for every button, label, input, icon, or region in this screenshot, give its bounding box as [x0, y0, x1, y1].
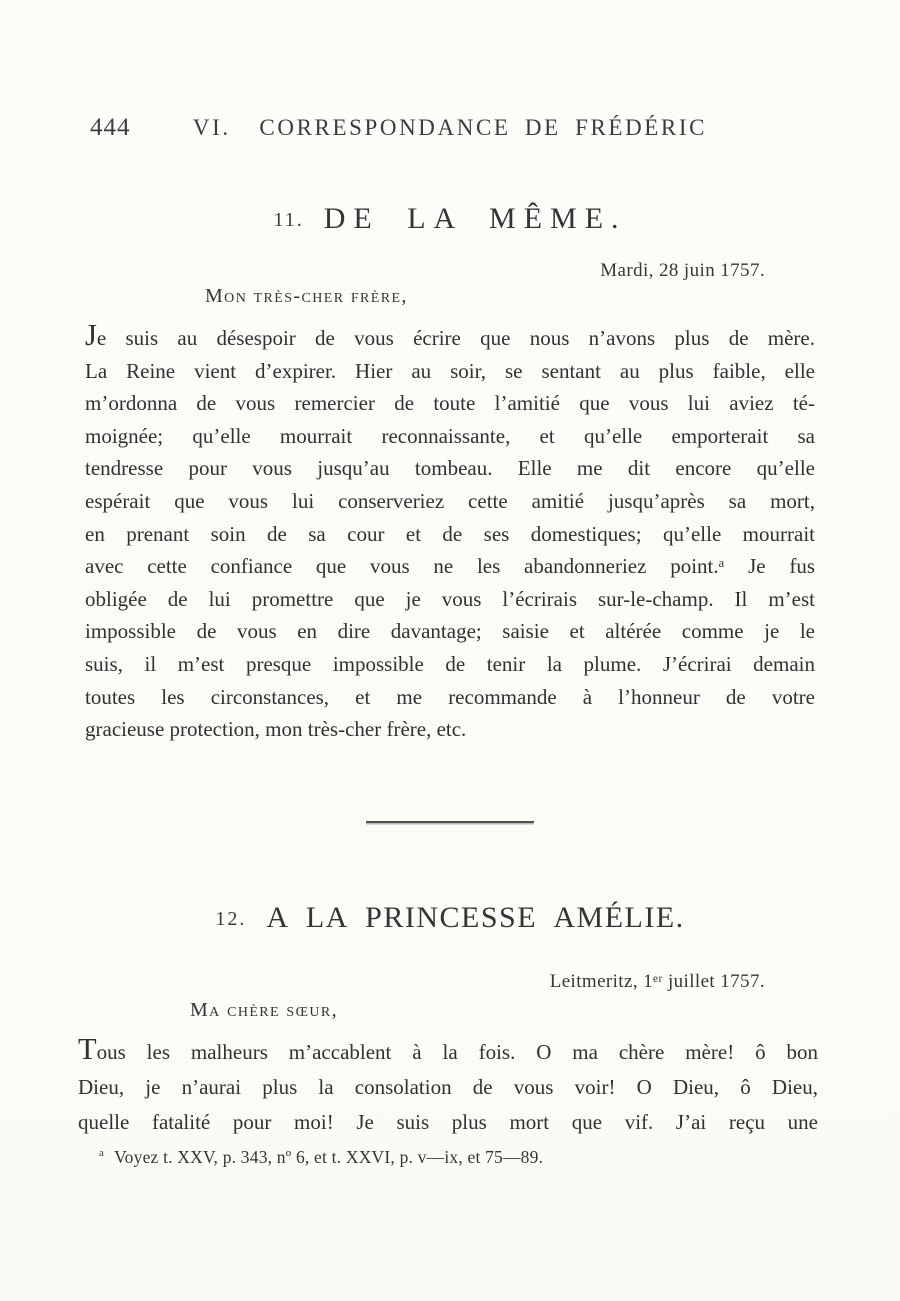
letter-12-salutation: Ma chère sœur, — [190, 999, 339, 1021]
running-head — [0, 114, 900, 148]
letter-11-body — [85, 318, 815, 746]
letter-11-heading — [0, 202, 900, 236]
letter-11-dateline: Mardi, 28 juin 1757. — [600, 260, 765, 281]
letter-12-dateline: Leitmeritz, 1ᵉʳ juillet 1757. — [549, 971, 765, 992]
footnote-text: Voyez t. XXV, p. 343, nº 6, et t. XXVI, p. v—ix, et 75—89. — [114, 1147, 544, 1167]
letter-12-title: A LA PRINCESSE AMÉLIE. — [266, 901, 685, 934]
running-head-title: VI. CORRESPONDANCE DE FRÉDÉRIC — [192, 115, 708, 140]
text-line: espérait que vous lui conserveriez cette amitié jusqu’après sa mort, — [85, 488, 815, 513]
text-line: Dieu, je n’aurai plus la consolation de vous voir! O Dieu, ô Dieu, — [78, 1074, 818, 1099]
text-line: toutes les circonstances, et me recommande à l’honneur de votre — [85, 684, 815, 709]
letter-11-salutation: Mon très-cher frère, — [205, 285, 408, 307]
text-line: La Reine vient d’expirer. Hier au soir, se sentant au plus faible, elle — [85, 358, 815, 383]
page-number: 444 — [90, 114, 131, 141]
text-line: quelle fatalité pour moi! Je suis plus mort que vif. J’ai reçu une — [78, 1109, 818, 1134]
text-line: m’ordonna de vous remercier de toute l’amitié que vous lui aviez té- — [85, 391, 815, 416]
text-line: en prenant soin de sa cour et de ses domestiques; qu’elle mourrait — [85, 521, 815, 546]
text-line: avec cette confiance que vous ne les abandonneriez point.ᵃ Je fus — [85, 554, 815, 579]
text-line: suis, il m’est presque impossible de tenir la plume. J’écrirai demain — [85, 651, 815, 676]
text-line: Je suis au désespoir de vous écrire que nous n’avons plus de mère. — [85, 318, 815, 352]
text-line: gracieuse protection, mon très-cher frère, etc. — [85, 717, 467, 742]
footnote-marker: a — [99, 1147, 105, 1160]
text-line: tendresse pour vous jusqu’au tombeau. Elle me dit encore qu’elle — [85, 456, 815, 481]
letter-12-heading — [0, 901, 900, 935]
text-line: impossible de vous en dire davantage; saisie et altérée comme je le — [85, 619, 815, 644]
text-line: moignée; qu’elle mourrait reconnaissante, et qu’elle emporterait sa — [85, 423, 815, 448]
footnote — [99, 1147, 809, 1168]
section-divider — [366, 821, 534, 823]
letter-11-title: DE LA MÊME. — [323, 202, 627, 235]
letter-12-body — [78, 1032, 818, 1139]
text-line: Tous les malheurs m’accablent à la fois. O ma chère mère! ô bon — [78, 1032, 818, 1066]
letter-11-number: 11. — [273, 209, 304, 231]
text-line: obligée de lui promettre que je vous l’écrirais sur-le-champ. Il m’est — [85, 586, 815, 611]
letter-12-number: 12. — [215, 908, 247, 930]
